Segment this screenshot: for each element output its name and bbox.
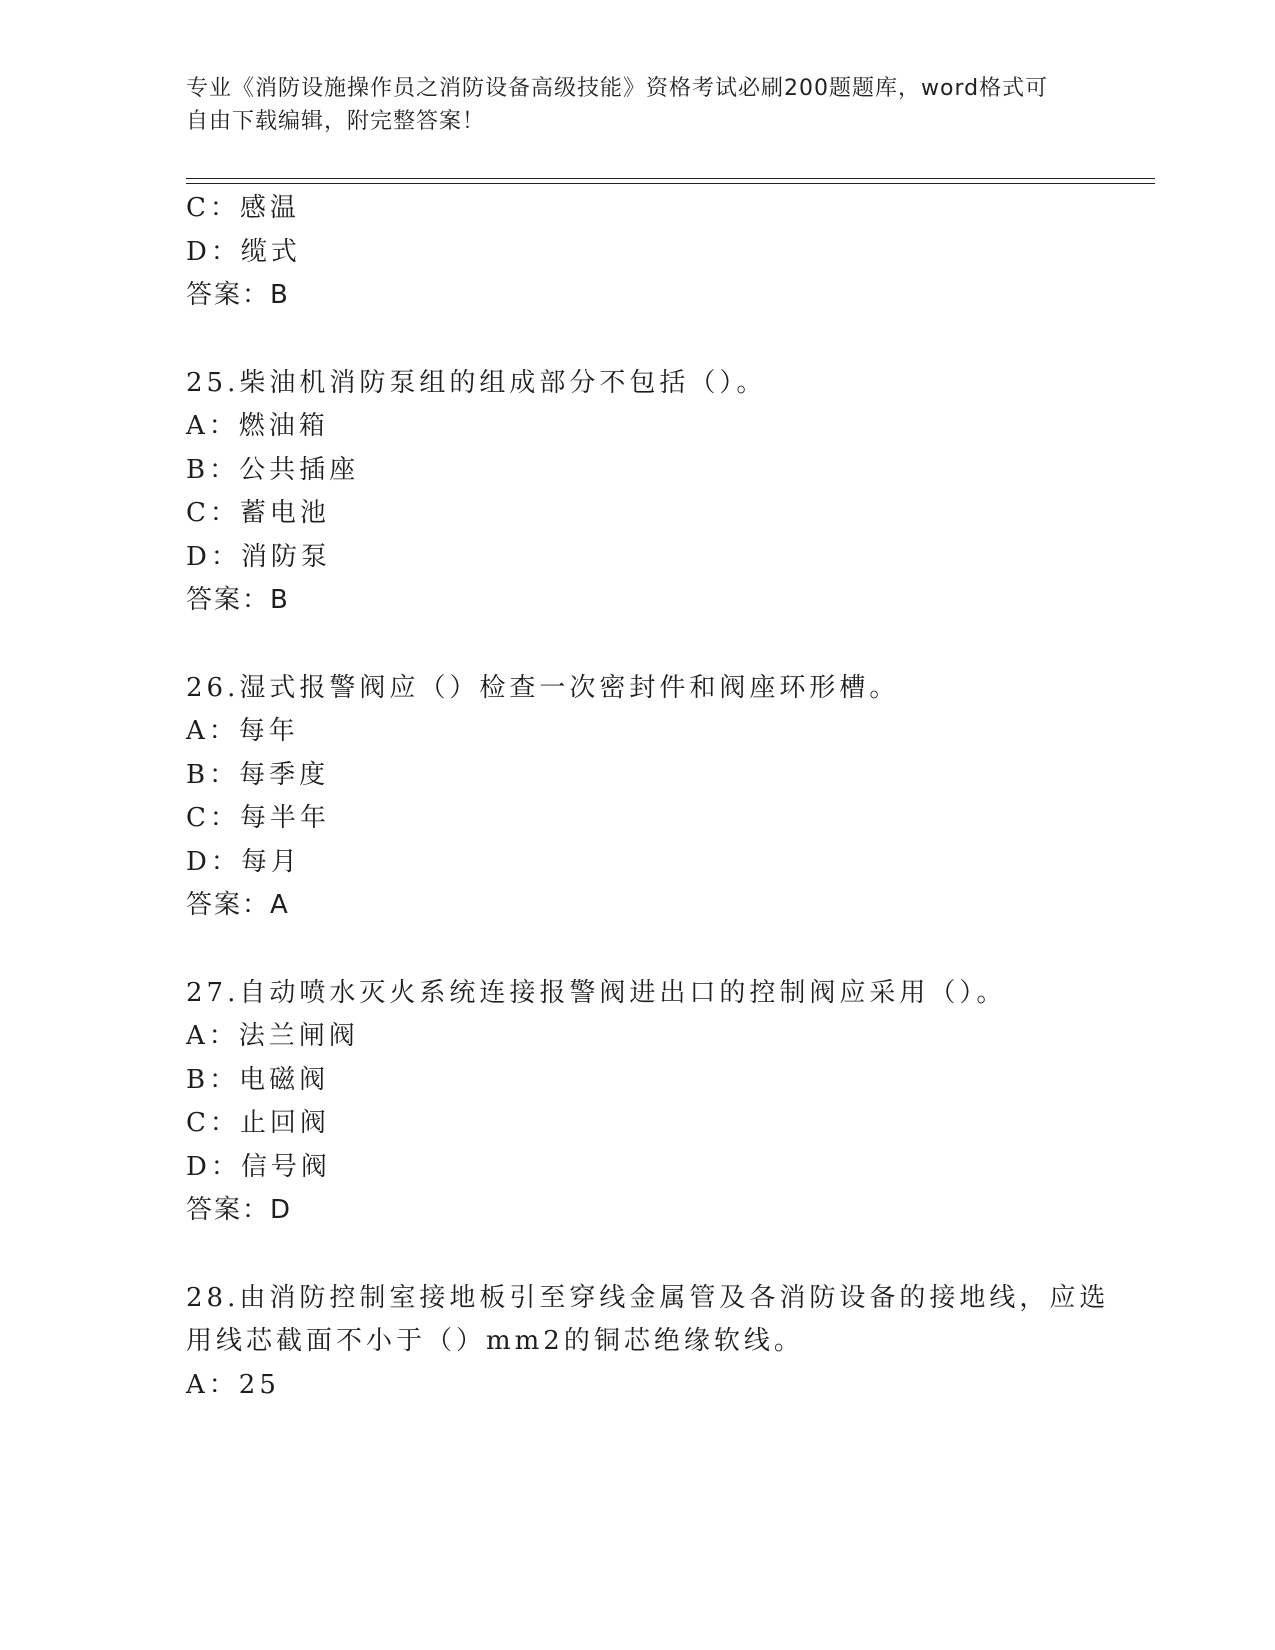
q27-option-b: B：电磁阀 [186,1065,330,1095]
q27-question: 27.自动喷水灭火系统连接报警阀进出口的控制阀应采用（）。 [186,978,1007,1008]
q25-answer: 答案：B [186,585,290,615]
q26-option-a: A：每年 [186,716,299,746]
q24-answer: 答案：B [186,280,290,310]
q26-option-b: B：每季度 [186,760,330,790]
q27-answer: 答案：D [186,1195,293,1225]
q26-option-d: D：每月 [186,847,301,877]
q26-question: 26.湿式报警阀应（）检查一次密封件和阀座环形槽。 [186,673,900,703]
q25-question: 25.柴油机消防泵组的组成部分不包括（）。 [186,368,767,398]
document-header: 专业《消防设施操作员之消防设备高级技能》资格考试必刷200题题库，word格式可自由下载编辑，附完整答案！ [186,76,1049,134]
header-rule-bottom [186,183,1155,184]
q27-option-c: C：止回阀 [186,1108,330,1138]
q28-question-line2: 用线芯截面不小于（）mm2的铜芯绝缘软线。 [186,1326,804,1356]
header-rule-top [186,178,1155,179]
q27-option-a: A：法兰闸阀 [186,1021,359,1051]
q28-option-a: A：25 [186,1370,280,1400]
q26-option-c: C：每半年 [186,803,330,833]
q28-question-line1: 28.由消防控制室接地板引至穿线金属管及各消防设备的接地线，应选 [186,1283,1110,1313]
q25-option-a: A：燃油箱 [186,411,329,441]
q24-option-d: D：缆式 [186,237,301,267]
q25-option-d: D：消防泵 [186,542,331,572]
q26-answer: 答案：A [186,890,290,920]
q24-option-c: C：感温 [186,193,300,223]
q25-option-c: C：蓄电池 [186,498,330,528]
q25-option-b: B：公共插座 [186,455,360,485]
q27-option-d: D：信号阀 [186,1152,331,1182]
